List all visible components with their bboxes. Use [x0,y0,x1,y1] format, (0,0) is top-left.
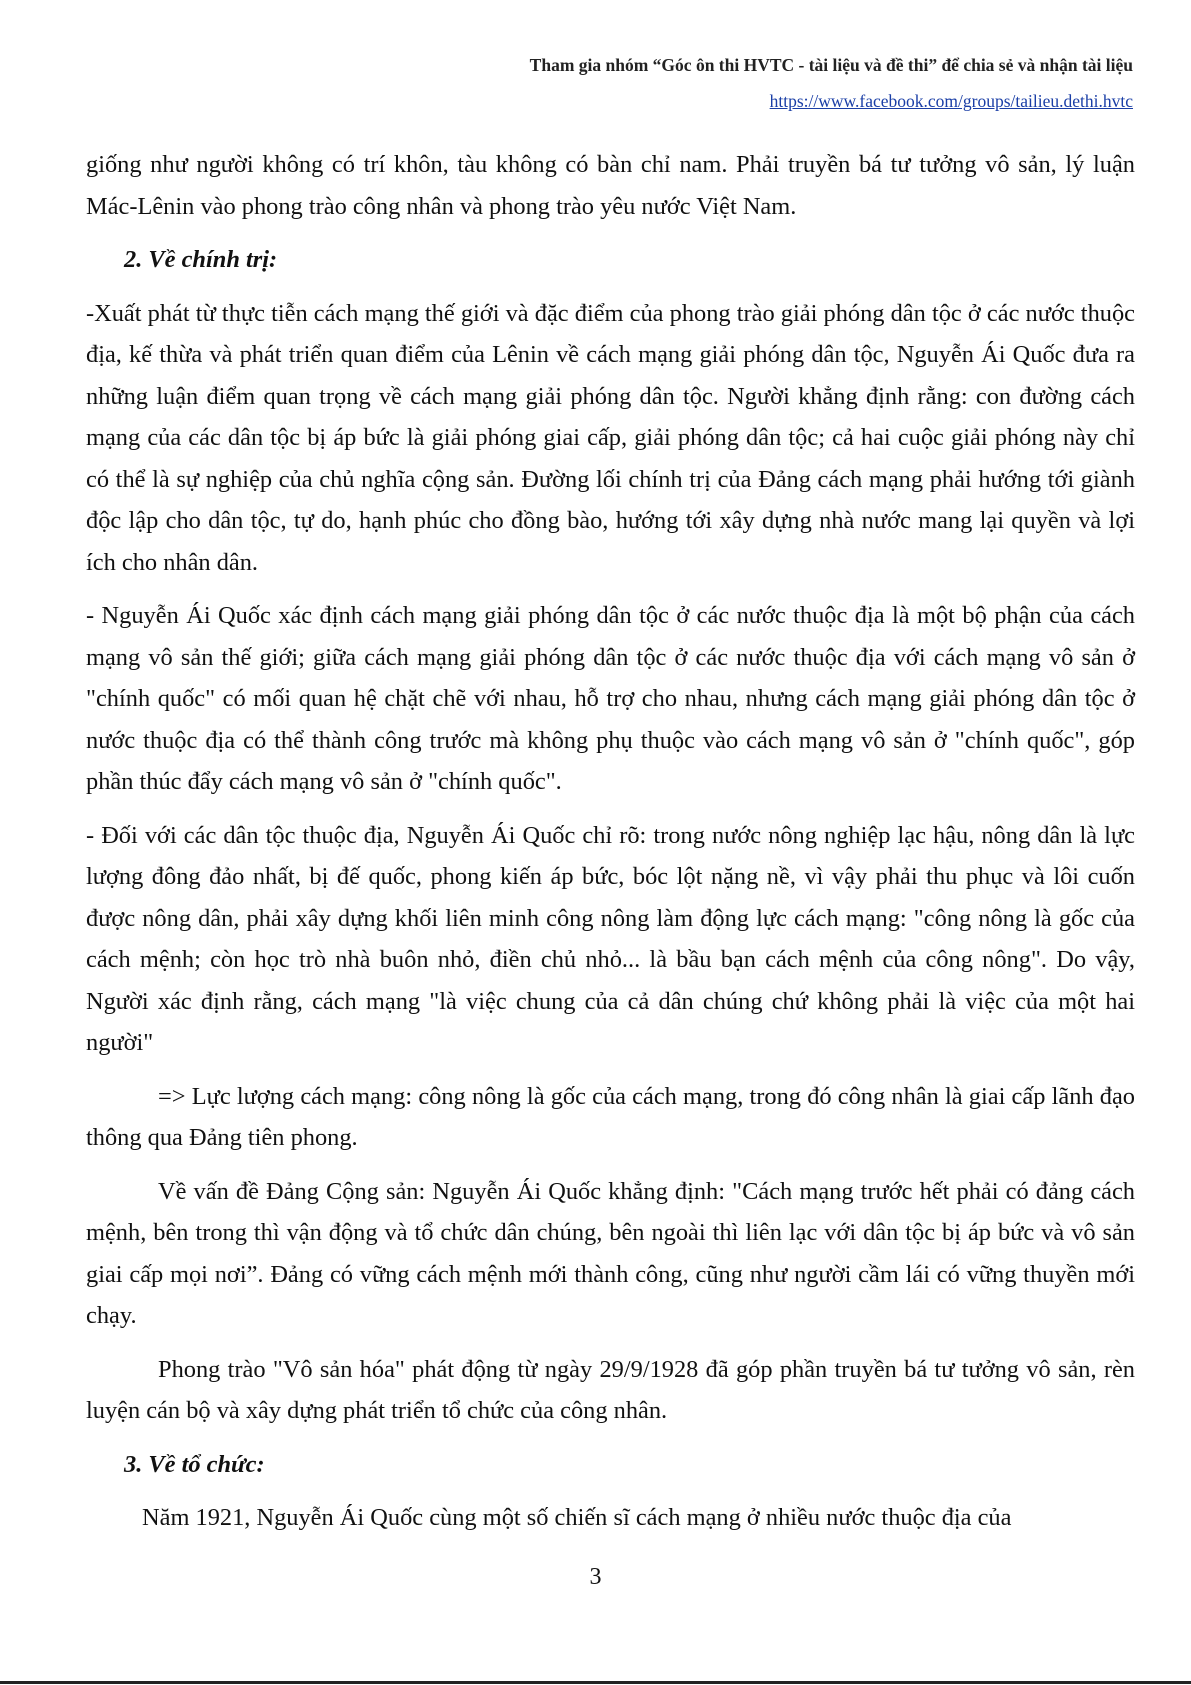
footer-divider [0,1681,1191,1684]
paragraph-national-liberation: - Nguyễn Ái Quốc xác định cách mạng giải phóng dân tộc ở các nước thuộc địa là một bộ phận của cách mạng vô sản thế giới; giữa cách mạng giải phóng dân tộc ở các nước thuộc địa với cách mạng vô sản ở "chính quốc" có mối quan hệ chặt chẽ với nhau, hỗ trợ cho nhau, nhưng cách mạng giải phóng dân tộc ở nước thuộc địa có thể thành công trước mà không phụ thuộc vào cách mạng vô sản ở "chính quốc", góp phần thúc đẩy cách mạng vô sản ở "chính quốc". [86,602,1135,795]
paragraph-politics-origin: -Xuất phát từ thực tiễn cách mạng thế giới và đặc điểm của phong trào giải phóng dân tộc ở các nước thuộc địa, kế thừa và phát triển quan điểm của Lênin về cách mạng giải phóng dân tộc, Nguyễn Ái Quốc đưa ra những luận điểm quan trọng về cách mạng giải phóng dân tộc. Người khẳng định rằng: con đường cách mạng của các dân tộc bị áp bức là giải phóng giai cấp, giải phóng dân tộc; cả hai cuộc giải phóng này chỉ có thể là sự nghiệp của chủ nghĩa cộng sản. Đường lối chính trị của Đảng cách mạng phải hướng tới giành độc lập cho dân tộc, tự do, hạnh phúc cho đồng bào, hướng tới xây dựng nhà nước mang lại quyền và lợi ích cho nhân dân. [86,299,1135,576]
page-header [530,52,1133,114]
page-number: 3 [589,1564,602,1590]
section-heading-organization: 3. Về tổ chức: [124,1450,265,1478]
section-heading-politics: 2. Về chính trị: [124,246,278,273]
paragraph-proletarianization: Phong trào "Vô sản hóa" phát động từ ngày 29/9/1928 đã góp phần truyền bá tư tưởng vô sản, rèn luyện cán bộ và xây dựng phát triển tổ chức của công nhân. [86,1355,1135,1424]
header-title: Tham gia nhóm “Góc ôn thi HVTC - tài liệu và đề thi” để chia sẻ và nhận tài liệu [529,55,1133,75]
document-body [86,144,1135,1539]
paragraph-colonial-peoples: - Đối với các dân tộc thuộc địa, Nguyễn Ái Quốc chỉ rõ: trong nước nông nghiệp lạc hậu, nông dân là lực lượng đông đảo nhất, bị đế quốc, phong kiến áp bức, bóc lột nặng nề, vì vậy phải thu phục và lôi cuốn được nông dân, phải xây dựng khối liên minh công nông làm động lực cách mạng: "công nông là gốc của cách mệnh; còn học trò nhà buôn nhỏ, điền chủ nhỏ... là bầu bạn cách mệnh của công nông". Do vậy, Người xác định rằng, cách mạng "là việc chung của cả dân chúng chứ không phải là việc của một hai người" [86,821,1135,1056]
paragraph-intro: giống như người không có trí khôn, tàu không có bàn chỉ nam. Phải truyền bá tư tưởng vô sản, lý luận Mác-Lênin vào phong trào công nhân và phong trào yêu nước Việt Nam. [86,151,1135,220]
facebook-group-link[interactable]: https://www.facebook.com/groups/tailieu.dethi.hvtc [769,91,1133,111]
paragraph-communist-party: Về vấn đề Đảng Cộng sản: Nguyễn Ái Quốc khẳng định: "Cách mạng trước hết phải có đảng cách mệnh, bên trong thì vận động và tổ chức dân chúng, bên ngoài thì liên lạc với dân tộc bị áp bức và vô sản giai cấp mọi nơi”. Đảng có vững cách mệnh mới thành công, cũng như người cầm lái có vững thuyền mới chạy. [86,1177,1135,1329]
paragraph-revolutionary-force: => Lực lượng cách mạng: công nông là gốc của cách mạng, trong đó công nhân là giai cấp lãnh đạo thông qua Đảng tiên phong. [86,1082,1135,1151]
paragraph-organization: Năm 1921, Nguyễn Ái Quốc cùng một số chiến sĩ cách mạng ở nhiều nước thuộc địa của [142,1504,1012,1531]
